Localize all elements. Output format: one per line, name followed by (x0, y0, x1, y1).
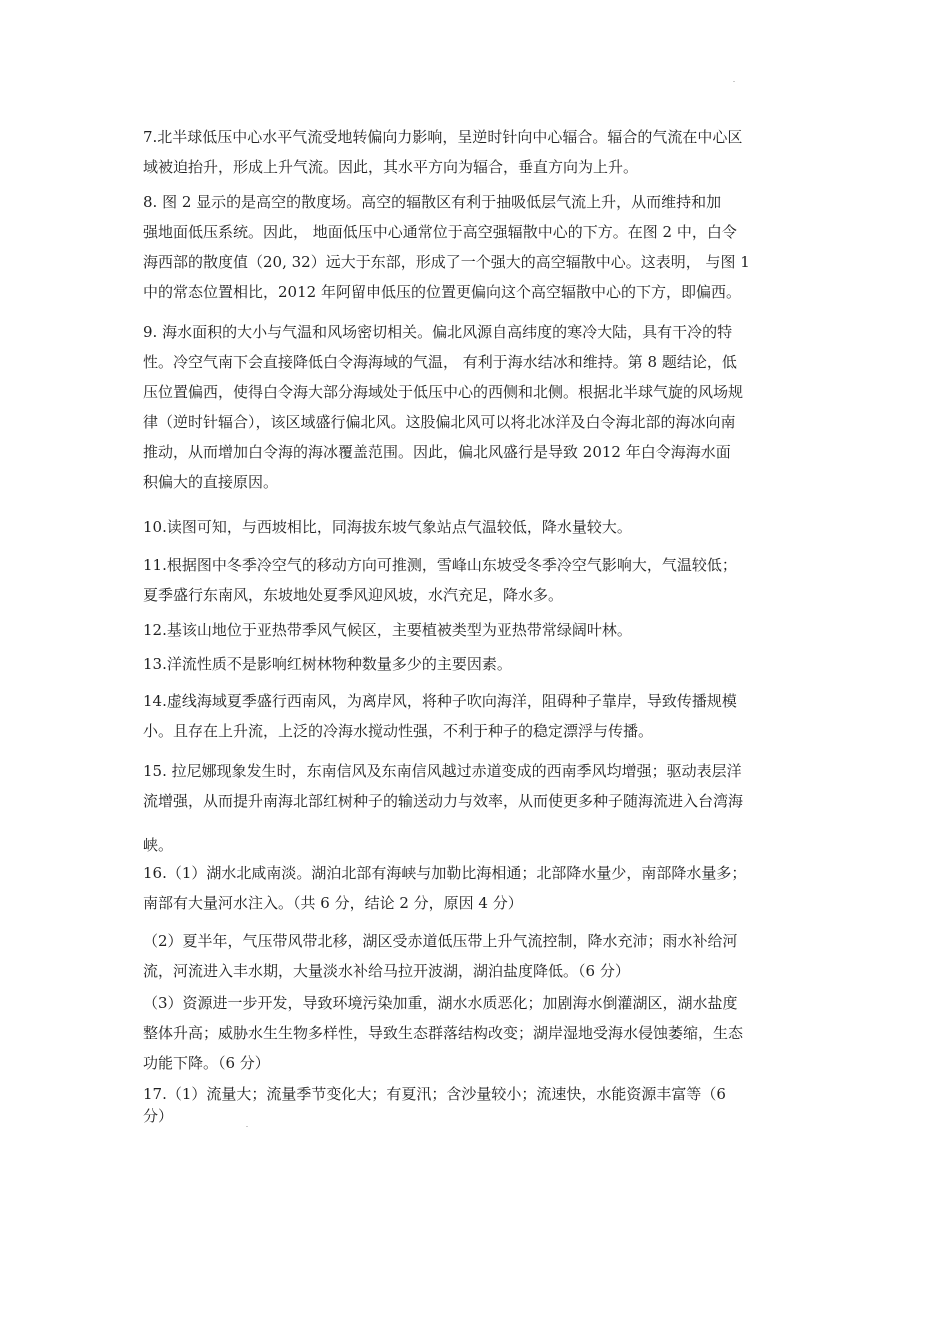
answer-line: 12.基该山地位于亚热带季风气候区，主要植被类型为亚热带常绿阔叶林。 (143, 621, 632, 639)
answer-line: 中的常态位置相比，2012 年阿留申低压的位置更偏向这个高空辐散中心的下方，即偏西。 (143, 283, 741, 301)
answer-10 (143, 512, 811, 542)
answer-line: 海西部的散度值（20, 32）远大于东部，形成了一个强大的高空辐散中心。这表明， 与图 1 (143, 253, 750, 271)
answer-13 (143, 649, 811, 679)
answer-15 (143, 756, 811, 860)
answer-16-2 (143, 926, 811, 986)
answer-line: 15. 拉尼娜现象发生时，东南信风及东南信风越过赤道变成的西南季风均增强；驱动表层洋 (143, 762, 742, 780)
answer-line: 16.（1）湖水北咸南淡。湖泊北部有海峡与加勒比海相通；北部降水量少，南部降水量多； (143, 864, 747, 882)
answer-line: 小。且存在上升流，上泛的冷海水搅动性强，不利于种子的稳定漂浮与传播。 (143, 722, 654, 740)
answer-line: 8. 图 2 显示的是高空的散度场。高空的辐散区有利于抽吸低层气流上升，从而维持和加 (143, 193, 722, 211)
answer-line: 13.洋流性质不是影响红树林物种数量多少的主要因素。 (143, 655, 512, 673)
answer-line: 南部有大量河水注入。（共 6 分，结论 2 分，原因 4 分） (143, 894, 523, 912)
answer-16-3 (143, 988, 811, 1078)
answer-line: 14.虚线海域夏季盛行西南风，为离岸风，将种子吹向海洋，阻碍种子靠岸，导致传播规模 (143, 692, 737, 710)
answer-line: 性。冷空气南下会直接降低白令海海域的气温， 有利于海水结冰和维持。第 8 题结论，低 (143, 353, 737, 371)
answer-line: 流，河流进入丰水期，大量淡水补给马拉开波湖，湖泊盐度降低。（6 分） (143, 962, 630, 980)
answer-11 (143, 550, 811, 610)
answer-12 (143, 615, 811, 645)
answer-line: 7.北半球低压中心水平气流受地转偏向力影响，呈逆时针向中心辐合。辐合的气流在中心区 (143, 128, 743, 146)
answer-16-1 (143, 858, 811, 918)
answer-line: 压位置偏西，使得白令海大部分海域处于低压中心的西侧和北侧。根据北半球气旋的风场规 (143, 383, 744, 401)
answer-line: 强地面低压系统。因此， 地面低压中心通常位于高空强辐散中心的下方。在图 2 中，白令 (143, 223, 737, 241)
answer-line: 积偏大的直接原因。 (143, 473, 279, 491)
answer-line: 流增强，从而提升南海北部红树种子的输送动力与效率，从而使更多种子随海流进入台湾海 (143, 792, 744, 810)
answer-line: （3）资源进一步开发，导致环境污染加重，湖水水质恶化；加剧海水倒灌湖区，湖水盐度 (143, 994, 738, 1012)
answer-line: 10.读图可知，与西坡相比，同海拔东坡气象站点气温较低，降水量较大。 (143, 518, 632, 536)
answer-7 (143, 122, 811, 182)
answer-line: 整体升高；威胁水生生物多样性，导致生态群落结构改变；湖岸湿地受海水侵蚀萎缩，生态 (143, 1024, 744, 1042)
answer-line: （2）夏半年，气压带风带北移，湖区受赤道低压带上升气流控制，降水充沛；雨水补给河 (143, 932, 738, 950)
answer-line: 17.（1）流量大；流量季节变化大；有夏汛；含沙量较小；流速快，水能资源丰富等（6 (143, 1085, 726, 1103)
answer-14 (143, 686, 811, 746)
answer-line: 11.根据图中冬季冷空气的移动方向可推测，雪峰山东坡受冬季冷空气影响大，气温较低； (143, 556, 737, 574)
answer-line: 分） (143, 1107, 174, 1125)
answer-line: 域被迫抬升，形成上升气流。因此，其水平方向为辐合，垂直方向为上升。 (143, 158, 639, 176)
answer-line: 功能下降。（6 分） (143, 1054, 270, 1072)
answer-line: 律（逆时针辐合），该区域盛行偏北风。这股偏北风可以将北冰洋及白令海北部的海冰向南 (143, 413, 736, 431)
answer-17-1 (143, 1083, 811, 1127)
answer-line: 9. 海水面积的大小与气温和风场密切相关。偏北风源自高纬度的寒冷大陆，具有干冷的特 (143, 323, 733, 341)
answer-9 (143, 317, 811, 497)
answer-8 (143, 187, 811, 307)
scan-speck (733, 81, 735, 82)
scan-speck (246, 1126, 248, 1127)
answer-line: 峡。 (143, 836, 174, 854)
answer-line: 夏季盛行东南风，东坡地处夏季风迎风坡，水汽充足，降水多。 (143, 586, 564, 604)
answer-line: 推动，从而增加白令海的海冰覆盖范围。因此，偏北风盛行是导致 2012 年白令海海水面 (143, 443, 731, 461)
